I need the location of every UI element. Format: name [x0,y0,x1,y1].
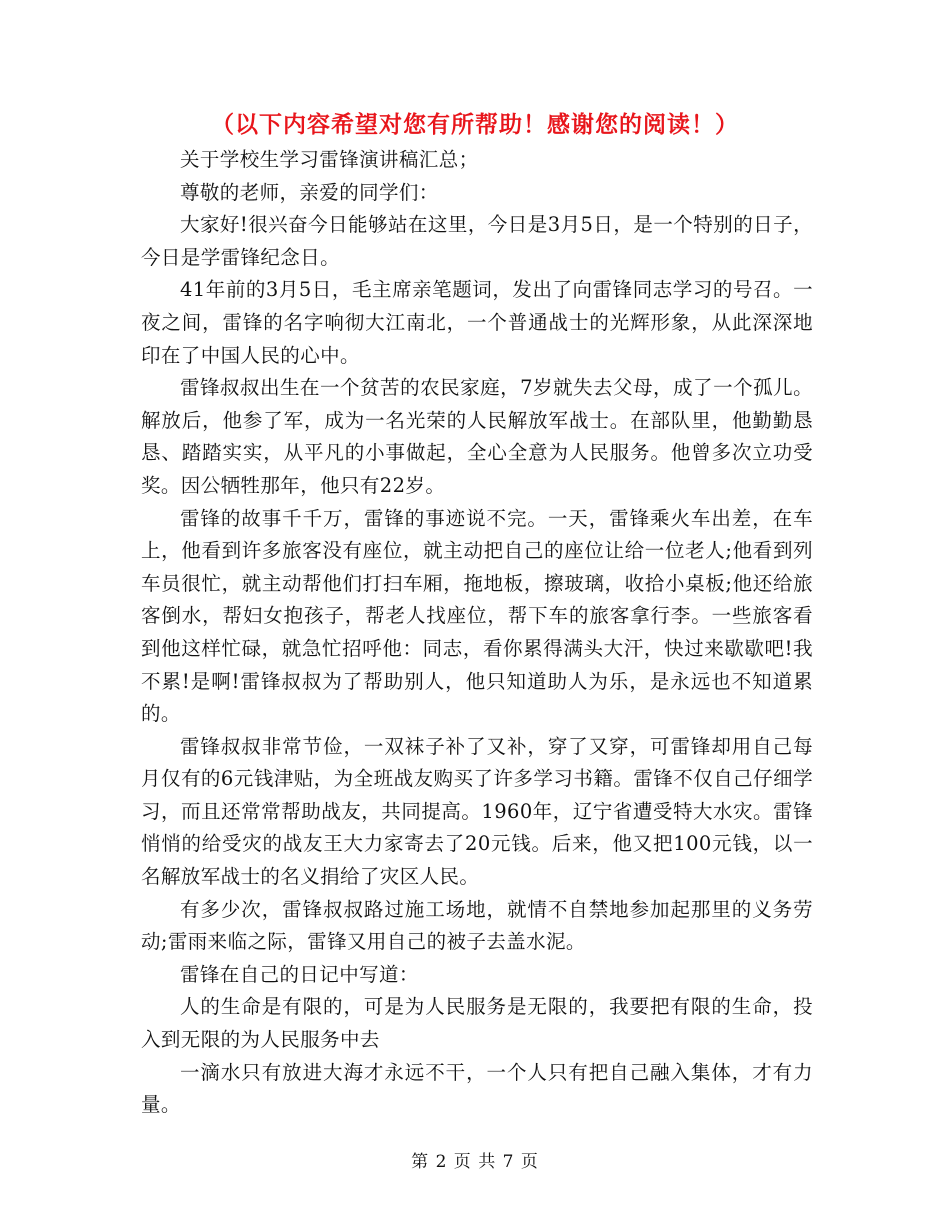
salutation: 尊敬的老师，亲爱的同学们： [180,180,439,204]
paragraph: 大家好!很兴奋今日能够站在这里，今日是3月5日，是一个特别的日子，今日是学雷锋纪念日。 [141,213,813,269]
paragraph: 41年前的3月5日，毛主席亲笔题词，发出了向雷锋同志学习的号召。一夜之间，雷锋的名字响彻大江南北，一个普通战士的光辉形象，从此深深地印在了中国人民的心中。 [141,278,813,367]
speech-body [141,144,813,1122]
paragraph: 雷锋的故事千千万，雷锋的事迹说不完。一天，雷锋乘火车出差，在车上，他看到许多旅客没有座位，就主动把自己的座位让给一位老人;他看到列车员很忙，就主动帮他们打扫车厢，拖地板，擦玻璃，收拾小桌板;他还给旅客倒水，帮妇女抱孩子，帮老人找座位，帮下车的旅客拿行李。一些旅客看到他这样忙碌，就急忙招呼他：同志，看你累得满头大汗，快过来歇歇吧!我不累!是啊!雷锋叔叔为了帮助别人，他只知道助人为乐，是永远也不知道累的。 [141,506,813,726]
paragraph: 雷锋在自己的日记中写道： [180,962,419,986]
paragraph: 有多少次，雷锋叔叔路过施工场地，就情不自禁地参加起那里的义务劳动;雷雨来临之际，雷锋又用自己的被子去盖水泥。 [141,897,813,954]
thank-you-notice: （以下内容希望对您有所帮助！感谢您的阅读！） [211,111,739,138]
paragraph: 雷锋叔叔非常节俭，一双袜子补了又补，穿了又穿，可雷锋却用自己每月仅有的6元钱津贴，为全班战友购买了许多学习书籍。雷锋不仅自己仔细学习，而且还常常帮助战友，共同提高。1960年，辽宁省遭受特大水灾。雷锋悄悄的给受灾的战友王大力家寄去了20元钱。后来，他又把100元钱，以一名解放军战士的名义捐给了灾区人民。 [141,734,813,889]
speech-title-line: 关于学校生学习雷锋演讲稿汇总； [180,148,479,171]
paragraph: 雷锋叔叔出生在一个贫苦的农民家庭，7岁就失去父母，成了一个孤儿。解放后，他参了军，成为一名光荣的人民解放军战士。在部队里，他勤勤恳恳、踏踏实实，从平凡的小事做起，全心全意为人民服务。他曾多次立功受奖。因公牺牲那年，他只有22岁。 [141,376,813,497]
page-number-footer: 第 2 页 共 7 页 [411,1152,539,1172]
diary-quote: 一滴水只有放进大海才永远不干，一个人只有把自己融入集体，才有力量。 [141,1060,813,1117]
diary-quote: 人的生命是有限的，可是为人民服务是无限的，我要把有限的生命，投入到无限的为人民服务中去 [141,995,813,1052]
